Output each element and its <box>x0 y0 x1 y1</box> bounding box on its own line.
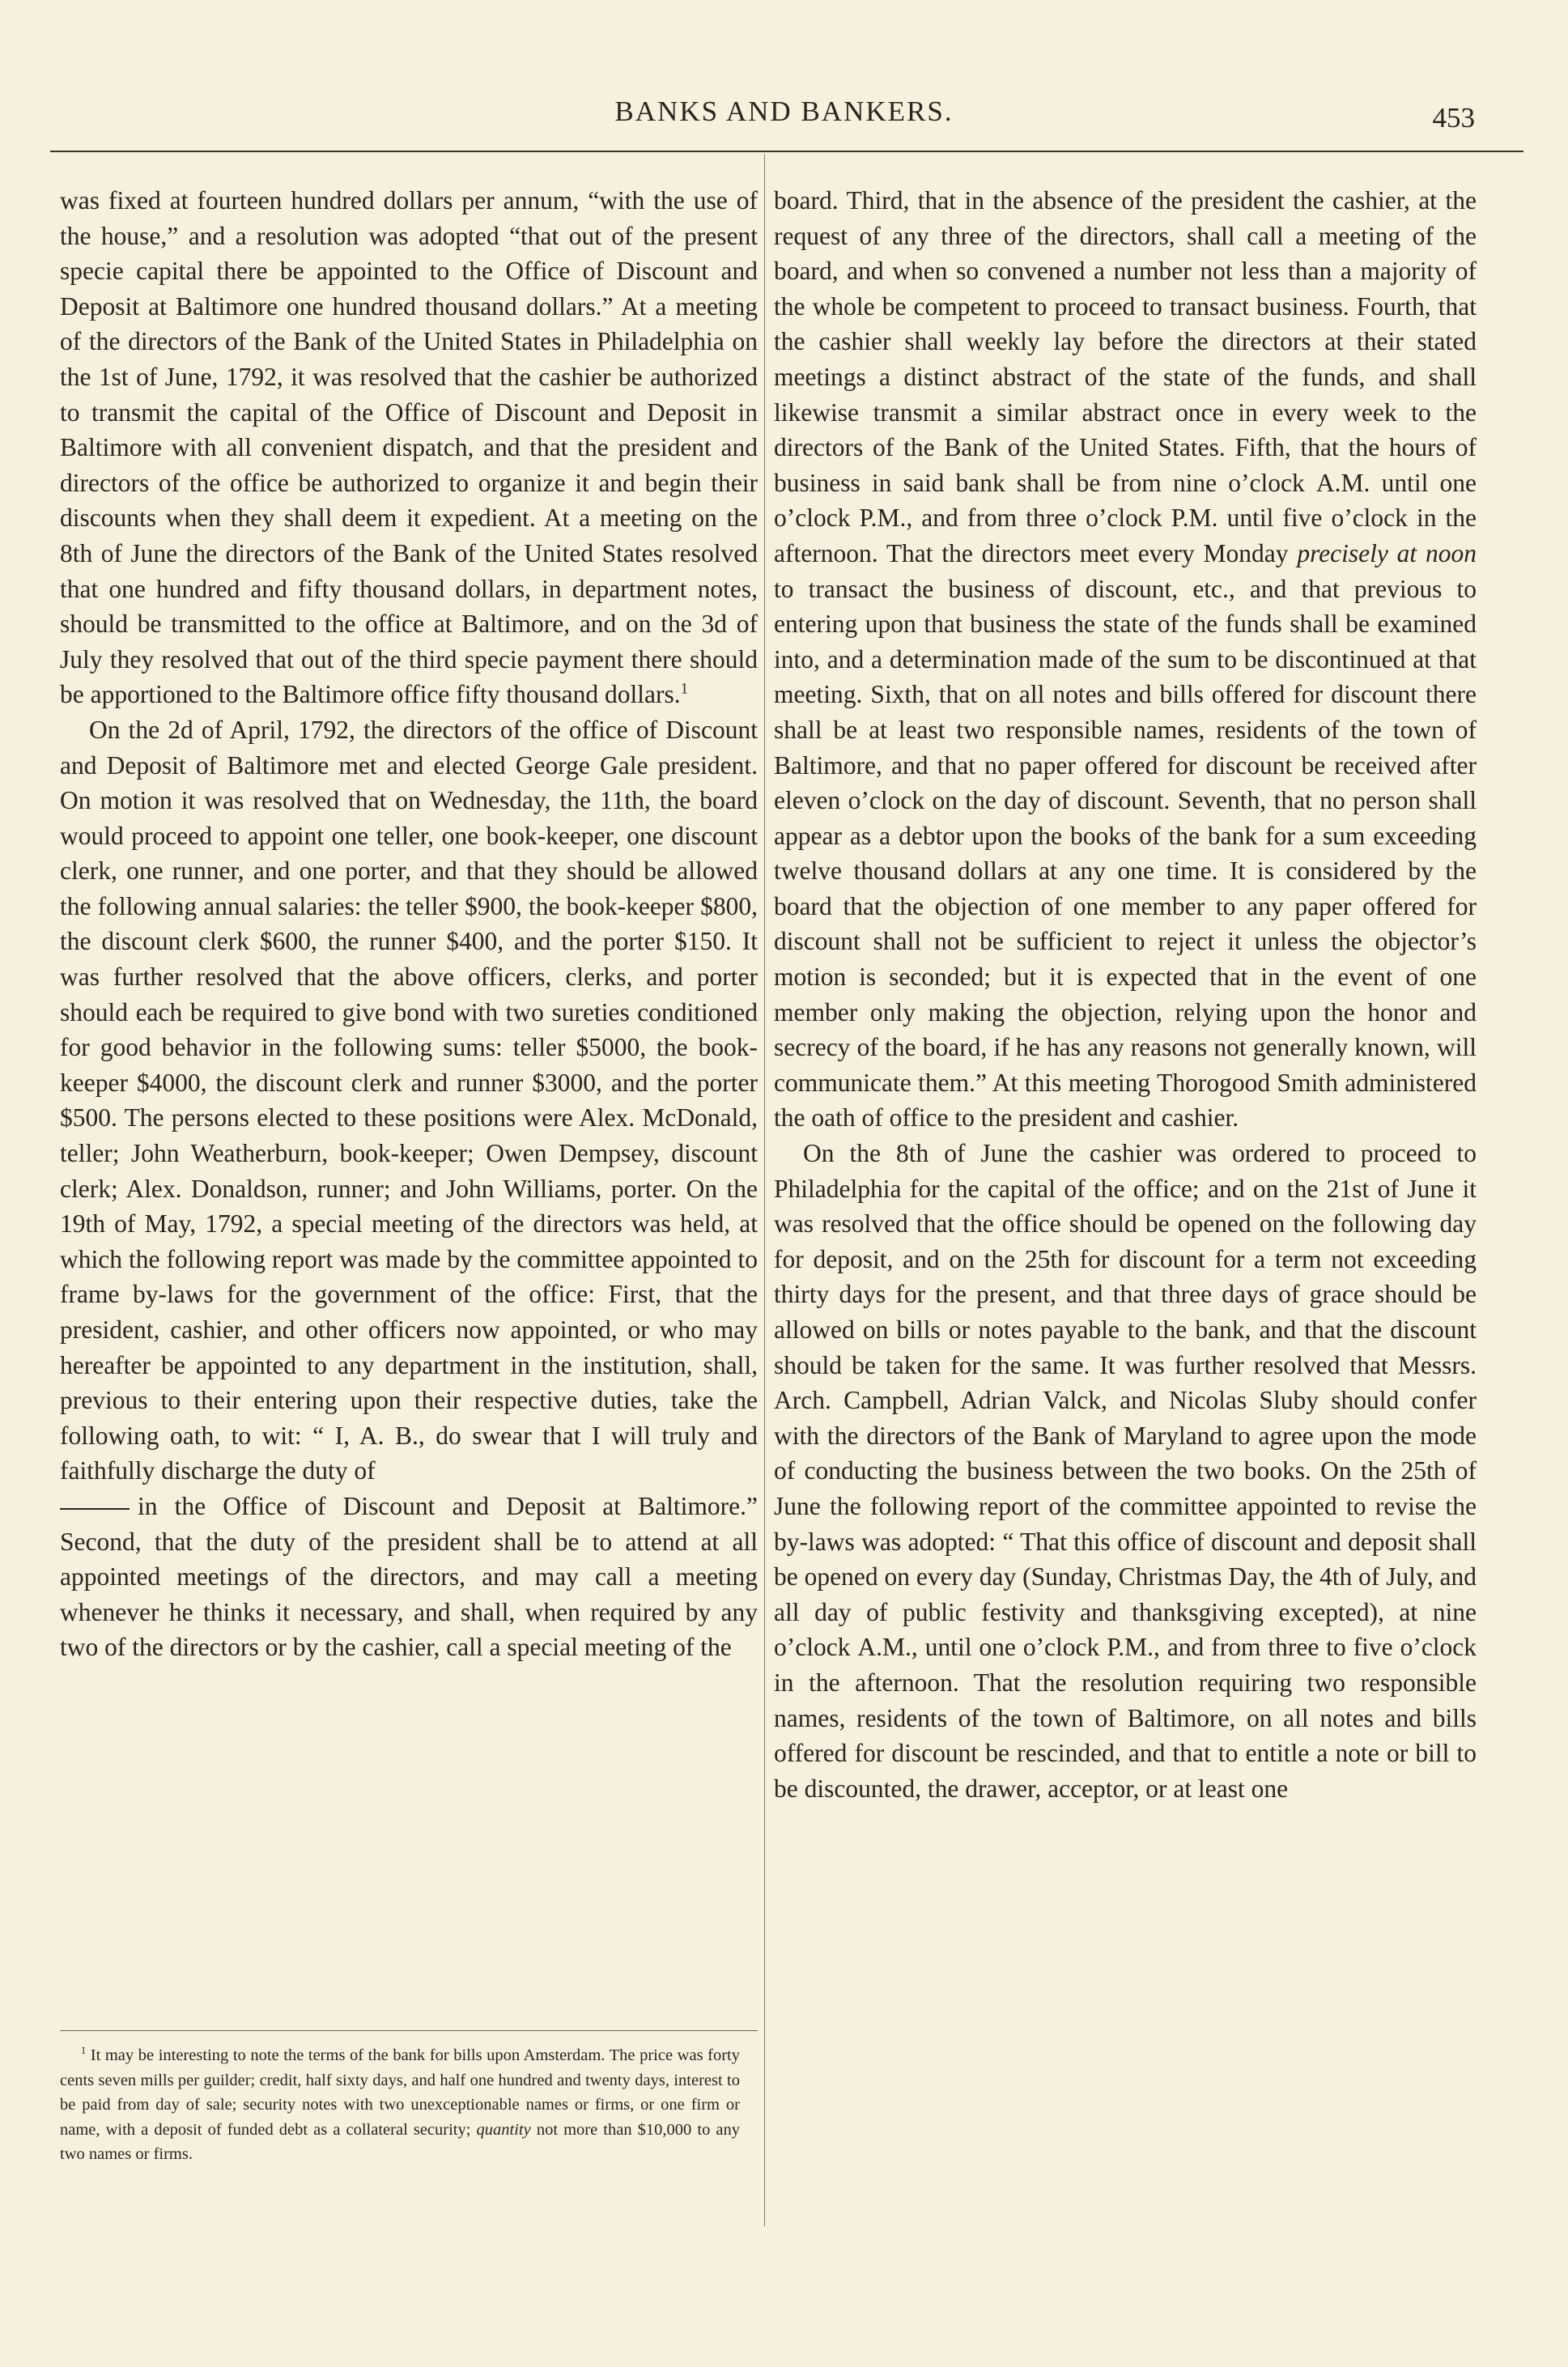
right-paragraph-1-text-d: until five o’clock in the afternoon. That the directors meet every Monday <box>774 504 1477 567</box>
footnote-marker: 1 <box>81 2045 87 2057</box>
left-column <box>60 183 758 1665</box>
footnote-text-b: not more than $10,000 to any two names or firms. <box>60 2120 741 2163</box>
footnote-reference: 1 <box>680 680 689 698</box>
column-divider <box>764 154 765 2226</box>
left-paragraph-2-text-b: in the Office of Discount and Deposit at Baltimore.” Second, that the duty of the president shall be to attend at all appointed meetings of the directors, and may call a meeting whenever he thinks it necessary, and shall, when required by any two of the directors or by the cashier, call a special meeting of the <box>60 1491 758 1662</box>
right-column <box>774 183 1477 1806</box>
left-paragraph-2 <box>60 712 758 1665</box>
footnote-text <box>60 2043 740 2167</box>
footnote <box>60 2043 740 2167</box>
footnote-text-a: It may be interesting to note the terms of the bank for bills upon Amsterdam. The price was forty cents seven mills per guilder; credit, half sixty days, and half one hundred and twenty days, interest to be paid from day of sale; security notes with two unexceptionable names or firms, or one firm or name, with a deposit of funded debt as a collateral security; <box>60 2046 740 2139</box>
right-paragraph-1-text-b: until one o’clock <box>774 468 1477 533</box>
page-number: 453 <box>1432 102 1475 134</box>
right-paragraph-2-text-b: until one o’clock <box>924 1633 1100 1662</box>
right-paragraph-1-text-c: and from three o’clock <box>921 504 1162 533</box>
time-pm: P.M., <box>859 504 913 533</box>
footnote-rule <box>60 2030 758 2031</box>
left-paragraph-2-text-a: On the 2d of April, 1792, the directors of the office of Discount and Deposit of Baltimore met and elected George Gale president. On motion it was resolved that on Wednesday, the 11th, the board would proceed to appoint one teller, one book-keeper, one discount clerk, one runner, and one porter, and that they should be allowed the following annual salaries: the teller $900, the book-keeper $800, the discount clerk $600, the runner $400, and the porter $150. It was further resolved that the above officers, clerks, and porter should each be required to give bond with two sureties conditioned for good behavior in the following sums: teller $5000, the book-keeper $4000, the discount clerk and runner $3000, and the porter $500. The persons elected to these positions were Alex. McDonald, teller; John Weatherburn, book-keeper; Owen Dempsey, discount clerk; Alex. Donaldson, runner; and John Williams, porter. On the 19th of May, 1792, a special meeting of the directors was held, at which the following report was made by the committee appointed to frame by-laws for the government of the office: First, that the president, cashier, and other officers now appointed, or who may hereafter be appointed to any department in the institution, shall, previous to their entering upon their respective duties, take the following oath, to wit: “ I, A. B., do swear that I will truly and faithfully discharge the duty of <box>60 715 758 1485</box>
right-paragraph-1-text-a: board. Third, that in the absence of the president the cashier, at the request of any three of the directors, shall call a meeting of the board, and when so convened a number not less than a majority of the whole be competent to proceed to transact business. Fourth, that the cashier shall weekly lay before the directors at their stated meetings a distinct abstract of the state of the funds, and shall likewise transmit a similar abstract once in every week to the directors of the Bank of the United States. Fifth, that the hours of business in said bank shall be from nine o’clock <box>774 186 1477 497</box>
right-paragraph-1-text-e: to transact the business of discount, etc., and that previous to entering upon that business the state of the funds shall be examined into, and a determination made of the sum to be discontinued at that meeting. Sixth, that on all notes and bills offered for discount there shall be at least two responsible names, residents of the town of Baltimore, and that no paper offered for discount be received after eleven o’clock on the day of discount. Seventh, that no person shall appear as a debtor upon the books of the bank for a sum exceeding twelve thousand dollars at any one time. It is considered by the board that the objection of one member to any paper offered for discount shall not be sufficient to reject it unless the objector’s motion is seconded; but it is expected that in the event of one member only making the objection, relying upon the honor and secrecy of the board, if he has any reasons not generally known, will communicate them.” At this meeting Thorogood Smith administered the oath of office to the president and cashier. <box>774 574 1477 1133</box>
time-am: A.M., <box>857 1633 918 1662</box>
running-title: BANKS AND BANKERS. <box>614 96 954 127</box>
header-rule <box>50 151 1523 152</box>
right-paragraph-2-text-a: On the 8th of June the cashier was ordered to proceed to Philadelphia for the capital of the office; and on the 21st of June it was resolved that the office should be opened on the following day for deposit, and on the 25th for discount for a term not exceeding thirty days for the present, and that three days of grace should be allowed on bills or notes payable to the bank, and that the discount should be taken for the same. It was further resolved that Messrs. Arch. Campbell, Adrian Valck, and Nicolas Sluby should confer with the directors of the Bank of Maryland to agree upon the mode of conducting the business between the two books. On the 25th of June the following report of the committee appointed to revise the by-laws was adopted: “ That this office of discount and deposit shall be opened on every day (Sunday, Christmas Day, the 4th of July, and all day of public festivity and thanksgiving excepted), at nine o’clock <box>774 1139 1477 1662</box>
left-paragraph-1-text: was fixed at fourteen hundred dollars per annum, “with the use of the house,” and a resolution was adopted “that out of the present specie capital there be appointed to the Office of Discount and Deposit at Baltimore one hundred thousand dollars.” At a meeting of the directors of the Bank of the United States in Philadelphia on the 1st of June, 1792, it was resolved that the cashier be authorized to transmit the capital of the Office of Discount and Deposit in Baltimore with all convenient dispatch, and that the president and directors of the office be authorized to organize it and begin their discounts when they shall deem it expedient. At a meeting on the 8th of June the directors of the Bank of the United States resolved that one hundred and fifty thousand dollars, in department notes, should be transmitted to the office at Baltimore, and on the 3d of July they resolved that out of the third specie payment there should be apportioned to the Baltimore office fifty thousand dollars. <box>60 186 758 709</box>
time-am: A.M. <box>1315 468 1370 497</box>
footnote-emphasis: quantity <box>476 2120 531 2139</box>
right-paragraph-2 <box>774 1136 1477 1806</box>
running-head <box>0 96 1568 144</box>
right-paragraph-2-text-c: and from three to five o’clock in the afternoon. That the resolution requiring two responsible names, residents of the town of Baltimore, on all notes and bills offered for discount be rescinded, and that to entitle a note or bill to be discounted, the drawer, acceptor, or at least one <box>774 1633 1477 1803</box>
emphasis-precisely: precisely at noon <box>1297 538 1477 567</box>
blank-dash <box>60 1508 130 1510</box>
time-pm: P.M., <box>1107 1633 1160 1662</box>
time-pm: P.M. <box>1171 504 1218 533</box>
right-paragraph-1 <box>774 183 1477 1136</box>
left-paragraph-1 <box>60 183 758 712</box>
